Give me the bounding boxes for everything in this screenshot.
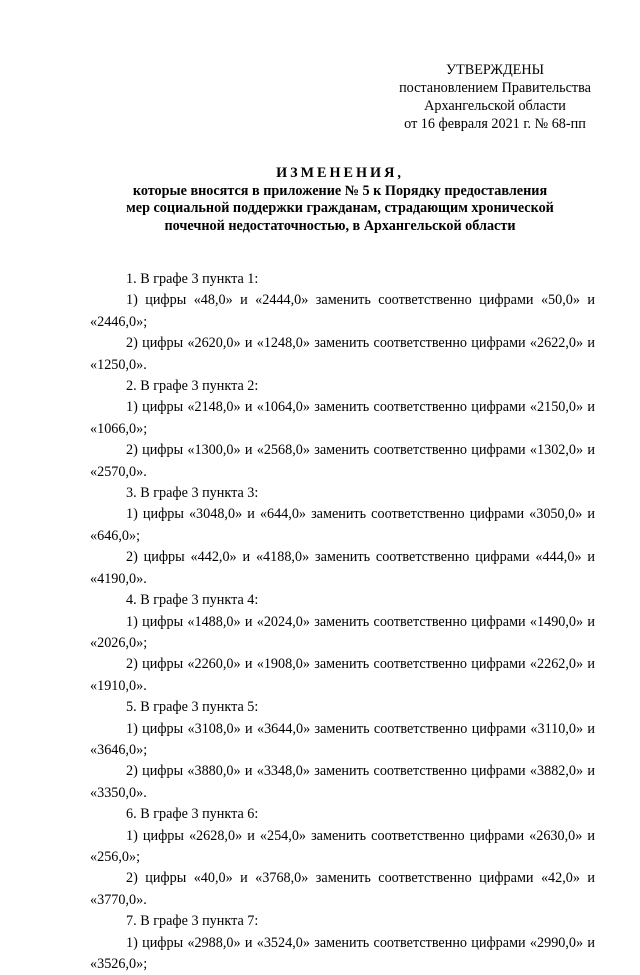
item-subclause: 1) цифры «2628,0» и «254,0» заменить соответственно цифрами «2630,0» и «256,0»;: [90, 827, 595, 865]
item-heading: 3. В графе 3 пункта 3:: [126, 485, 259, 502]
item-subclause: 2) цифры «2620,0» и «1248,0» заменить соответственно цифрами «2622,0» и «1250,0».: [90, 335, 595, 373]
approval-line-4: от 16 февраля 2021 г. № 68-пп: [404, 116, 586, 132]
heading-line-3: почечной недостаточностью, в Архангельской области: [164, 217, 516, 234]
item-heading: 4. В графе 3 пункта 4:: [126, 592, 259, 609]
heading-line-1: которые вносятся в приложение № 5 к Порядку предоставления: [132, 182, 548, 199]
item-subclause: 1) цифры «2988,0» и «3524,0» заменить соответственно цифрами «2990,0» и «3526,0»;: [90, 934, 595, 972]
item-subclause: 2) цифры «442,0» и «4188,0» заменить соответственно цифрами «444,0» и «4190,0».: [90, 549, 595, 587]
document-body: [90, 269, 595, 975]
approval-line-1: УТВЕРЖДЕНЫ: [446, 62, 544, 78]
heading-title: ИЗМЕНЕНИЯ,: [276, 165, 404, 181]
item-subclause: 2) цифры «2260,0» и «1908,0» заменить соответственно цифрами «2262,0» и «1910,0».: [90, 656, 595, 694]
approval-stamp: [380, 61, 610, 133]
item-subclause: 1) цифры «3048,0» и «644,0» заменить соответственно цифрами «3050,0» и «646,0»;: [90, 506, 595, 544]
item-subclause: 2) цифры «1300,0» и «2568,0» заменить соответственно цифрами «1302,0» и «2570,0».: [90, 442, 595, 480]
heading-line-2: мер социальной поддержки гражданам, страдающим хронической: [126, 200, 554, 216]
item-heading: 7. В графе 3 пункта 7:: [126, 913, 259, 930]
item-subclause: 1) цифры «1488,0» и «2024,0» заменить соответственно цифрами «1490,0» и «2026,0»;: [90, 613, 595, 651]
document-heading: [80, 165, 600, 235]
item-heading: 2. В графе 3 пункта 2:: [126, 378, 259, 395]
item-subclause: 1) цифры «48,0» и «2444,0» заменить соответственно цифрами «50,0» и «2446,0»;: [90, 292, 595, 330]
approval-line-2: постановлением Правительства: [399, 80, 591, 96]
item-heading: 6. В графе 3 пункта 6:: [126, 806, 259, 823]
item-heading: 1. В графе 3 пункта 1:: [126, 271, 259, 287]
item-subclause: 2) цифры «40,0» и «3768,0» заменить соответственно цифрами «42,0» и «3770,0».: [90, 870, 595, 908]
item-subclause: 1) цифры «3108,0» и «3644,0» заменить соответственно цифрами «3110,0» и «3646,0»;: [90, 720, 595, 758]
item-subclause: 2) цифры «3880,0» и «3348,0» заменить соответственно цифрами «3882,0» и «3350,0».: [90, 763, 595, 801]
item-heading: 5. В графе 3 пункта 5:: [126, 699, 259, 716]
item-subclause: 1) цифры «2148,0» и «1064,0» заменить соответственно цифрами «2150,0» и «1066,0»;: [90, 399, 595, 437]
approval-line-3: Архангельской области: [424, 98, 566, 114]
